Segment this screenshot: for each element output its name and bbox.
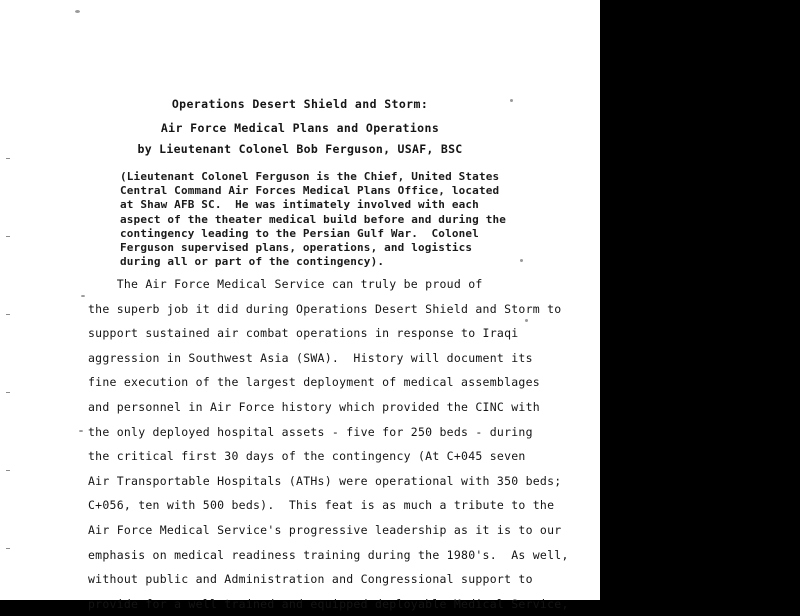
bio-line: (Lieutenant Colonel Ferguson is the Chief, United States bbox=[120, 170, 500, 183]
body-line: emphasis on medical readiness training during the 1980's. As well, bbox=[88, 547, 569, 562]
bio-line: at Shaw AFB SC. He was intimately involved with each bbox=[120, 198, 479, 212]
bio-line: Central Command Air Forces Medical Plans Office, located bbox=[120, 184, 500, 198]
body-paragraph bbox=[88, 272, 569, 616]
body-line: without public and Administration and Congressional support to bbox=[88, 572, 533, 587]
body-line: Air Transportable Hospitals (ATHs) were operational with 350 beds; bbox=[88, 473, 562, 488]
body-line: The Air Force Medical Service can truly be proud of bbox=[88, 277, 483, 291]
bio-line: contingency leading to the Persian Gulf War. Colonel bbox=[120, 226, 479, 240]
body-line: the critical first 30 days of the contingency (At C+045 seven bbox=[88, 449, 526, 464]
title-line-1: Operations Desert Shield and Storm: bbox=[171, 97, 429, 111]
document-title bbox=[0, 92, 600, 140]
body-line: the only deployed hospital assets - five for 250 beds - during bbox=[88, 424, 533, 439]
body-line: and personnel in Air Force history which provided the CINC with bbox=[88, 399, 540, 414]
document-byline: by Lieutenant Colonel Bob Ferguson, USAF, BSC bbox=[137, 142, 463, 156]
title-line-2: Air Force Medical Plans and Operations bbox=[160, 121, 440, 135]
body-line: support sustained air combat operations in response to Iraqi bbox=[88, 326, 519, 341]
body-line: C+056, ten with 500 beds). This feat is as much a tribute to the bbox=[88, 498, 555, 513]
body-line: aggression in Southwest Asia (SWA). History will document its bbox=[88, 350, 533, 365]
author-bio-block bbox=[120, 170, 520, 269]
body-line: Air Force Medical Service's progressive leadership as it is to our bbox=[88, 522, 562, 537]
body-line: fine execution of the largest deployment of medical assemblages bbox=[88, 375, 540, 390]
bio-line: aspect of the theater medical build before and during the bbox=[120, 212, 507, 226]
body-line: provide for a well trained and equipped deployable Medical Service, bbox=[88, 596, 569, 611]
body-line: the superb job it did during Operations Desert Shield and Storm to bbox=[88, 301, 562, 316]
bio-line: during all or part of the contingency). bbox=[120, 255, 385, 269]
bio-line: Ferguson supervised plans, operations, and logistics bbox=[120, 241, 473, 255]
